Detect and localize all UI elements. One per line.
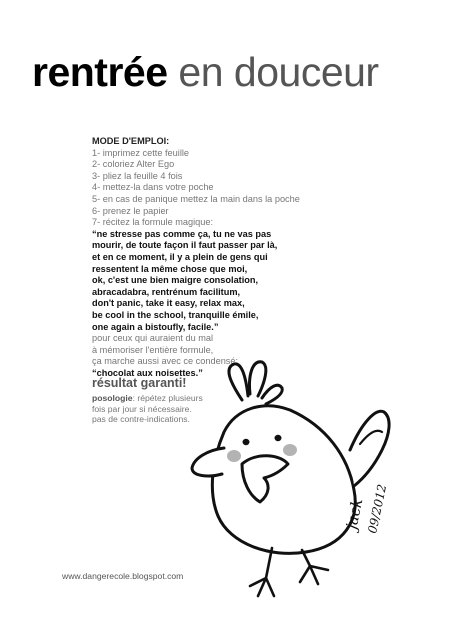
formula-line: ressentent la même chose que moi, <box>92 263 248 274</box>
signature-date: 09/2012 <box>365 482 390 535</box>
formula-line: one again a bistoufly, facile.” <box>92 321 219 332</box>
step-line: 3- pliez la feuille 4 fois <box>92 170 183 181</box>
feather <box>262 385 282 404</box>
chick-eye <box>275 435 282 441</box>
note-line: à mémoriser l'entière formule, <box>92 344 214 355</box>
formula-line: ok, c'est une bien maigre consolation, <box>92 275 259 286</box>
chick-wing <box>192 448 224 476</box>
posologie-label: posologie <box>92 393 133 403</box>
result-title: résultat garanti! <box>92 376 187 390</box>
formula-line: “ne stresse pas comme ça, tu ne vas pas <box>92 228 272 239</box>
result-line: fois par jour si nécessaire. <box>92 403 192 414</box>
title-light: en douceur <box>178 49 379 95</box>
step-line: 6- prenez le papier <box>92 205 169 216</box>
feather <box>229 364 248 400</box>
website-url: www.dangerecole.blogspot.com <box>62 571 184 581</box>
step-line: 2- coloriez Alter Ego <box>92 159 175 170</box>
chick-body <box>212 406 355 554</box>
chick-leg <box>250 548 274 596</box>
instructions-heading: MODE D'EMPLOI: <box>92 136 170 146</box>
step-line: 1- imprimez cette feuille <box>92 147 190 158</box>
chick-leg <box>300 550 328 584</box>
step-line: 4- mettez-la dans votre poche <box>92 182 214 193</box>
signature: jack <box>342 496 367 531</box>
formula-line: don't panic, take it easy, relax max, <box>92 298 245 309</box>
formula-line: abracadabra, rentrénum facilitum, <box>92 286 241 297</box>
note-line: ça marche aussi avec ce condensé: <box>92 356 239 367</box>
chick-cheek <box>227 450 241 462</box>
result-line: pas de contre-indications. <box>92 414 190 425</box>
short-formula: “chocolat aux noisettes.” <box>92 367 203 378</box>
formula-line: be cool in the school, tranquille émile, <box>92 309 259 320</box>
formula-line: mourir, de toute façon il faut passer par là, <box>92 240 278 251</box>
step-line: 7- récitez la formule magique: <box>92 217 214 228</box>
instructions-block <box>92 136 332 379</box>
chick-wing <box>350 411 389 486</box>
page-title <box>32 48 379 96</box>
formula-line: et en ce moment, il y a plein de gens qui <box>92 251 268 262</box>
feather <box>250 362 266 396</box>
step-line: 5- en cas de panique mettez la main dans la poche <box>92 193 300 204</box>
chick-cheek <box>283 444 297 456</box>
chick-eye <box>243 439 250 445</box>
note-line: pour ceux qui auraient du mal <box>92 333 214 344</box>
posologie-text: : répétez plusieurs <box>132 393 203 403</box>
title-bold: rentrée <box>32 49 168 95</box>
chick-illustration <box>178 352 418 610</box>
